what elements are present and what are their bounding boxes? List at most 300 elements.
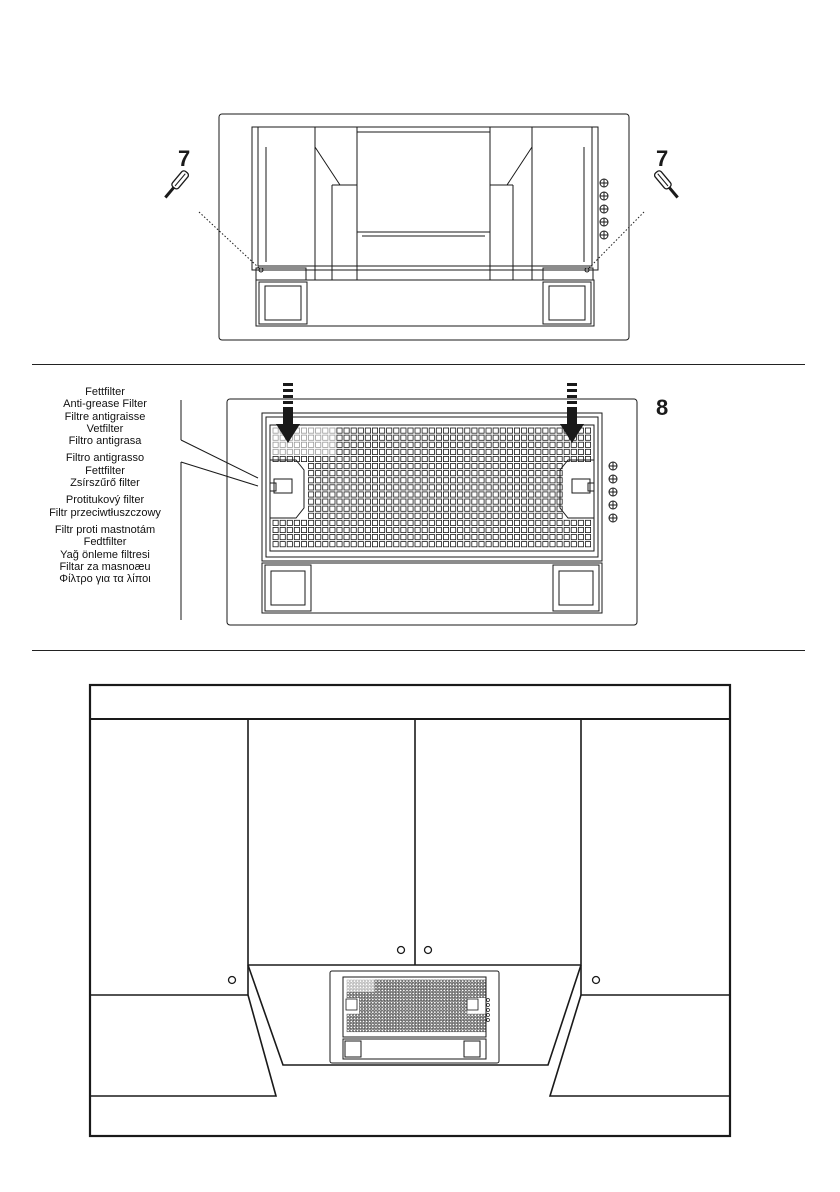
mesh-cell xyxy=(381,1020,383,1022)
mesh-cell xyxy=(353,980,355,982)
mesh-cell xyxy=(465,980,467,982)
mesh-cell xyxy=(425,980,427,982)
mesh-cell xyxy=(437,1027,439,1029)
mesh-cell xyxy=(372,535,377,540)
mesh-cell xyxy=(486,428,491,433)
mesh-cell xyxy=(363,1008,365,1010)
mesh-cell xyxy=(422,535,427,540)
mesh-cell xyxy=(369,999,371,1001)
mesh-cell xyxy=(356,1014,358,1016)
mesh-cell xyxy=(436,527,441,532)
mesh-cell xyxy=(471,1023,473,1025)
mesh-cell xyxy=(458,478,463,483)
mesh-cell xyxy=(330,442,335,447)
mesh-cell xyxy=(309,535,314,540)
mesh-cell xyxy=(477,989,479,991)
mesh-cell xyxy=(316,520,321,525)
mesh-cell xyxy=(500,464,505,469)
mesh-cell xyxy=(578,535,583,540)
mesh-cell xyxy=(323,506,328,511)
mesh-cell xyxy=(418,980,420,982)
mesh-cell xyxy=(397,999,399,1001)
mesh-cell xyxy=(486,492,491,497)
mesh-cell xyxy=(351,456,356,461)
mesh-cell xyxy=(422,506,427,511)
mesh-cell xyxy=(409,980,411,982)
mesh-cell xyxy=(350,1030,352,1032)
mesh-cell xyxy=(301,428,306,433)
mesh-cell xyxy=(415,478,420,483)
mesh-cell xyxy=(429,464,434,469)
mesh-cell xyxy=(415,989,417,991)
mesh-cell xyxy=(477,986,479,988)
mesh-cell xyxy=(428,1005,430,1007)
mesh-cell xyxy=(486,435,491,440)
mesh-cell xyxy=(440,986,442,988)
mesh-cell xyxy=(394,471,399,476)
mesh-cell xyxy=(458,492,463,497)
mesh-cell xyxy=(477,1023,479,1025)
mesh-cell xyxy=(459,996,461,998)
mesh-cell xyxy=(347,1030,349,1032)
mesh-cell xyxy=(384,1023,386,1025)
mesh-cell xyxy=(344,499,349,504)
mesh-cell xyxy=(366,986,368,988)
mesh-cell xyxy=(585,527,590,532)
mesh-cell xyxy=(384,999,386,1001)
mesh-cell xyxy=(557,542,562,547)
mesh-cell xyxy=(372,980,374,982)
mesh-cell xyxy=(409,1023,411,1025)
mesh-cell xyxy=(401,527,406,532)
mesh-cell xyxy=(412,1027,414,1029)
mesh-cell xyxy=(365,449,370,454)
mesh-cell xyxy=(344,542,349,547)
mesh-cell xyxy=(406,1027,408,1029)
mesh-cell xyxy=(465,542,470,547)
mesh-cell xyxy=(507,506,512,511)
mesh-cell xyxy=(493,471,498,476)
mesh-cell xyxy=(431,980,433,982)
mesh-cell xyxy=(425,1011,427,1013)
mesh-cell xyxy=(397,1017,399,1019)
mesh-cell xyxy=(428,1011,430,1013)
mesh-cell xyxy=(351,542,356,547)
filter-label: Filtro antigrasso xyxy=(65,452,145,465)
mesh-cell xyxy=(486,471,491,476)
filter-label: Fettfilter xyxy=(85,386,125,398)
mesh-cell xyxy=(451,478,456,483)
mesh-cell xyxy=(358,499,363,504)
mesh-cell xyxy=(363,1027,365,1029)
mesh-cell xyxy=(465,986,467,988)
mesh-cell xyxy=(443,989,445,991)
mesh-cell xyxy=(394,492,399,497)
mesh-cell xyxy=(486,485,491,490)
mesh-cell xyxy=(337,471,342,476)
mesh-cell xyxy=(330,506,335,511)
mesh-cell xyxy=(380,499,385,504)
mesh-cell xyxy=(465,1011,467,1013)
mesh-cell xyxy=(323,442,328,447)
mesh-cell xyxy=(465,449,470,454)
mesh-cell xyxy=(459,1011,461,1013)
mesh-cell xyxy=(462,983,464,985)
mesh-cell xyxy=(415,535,420,540)
mesh-cell xyxy=(408,506,413,511)
mesh-cell xyxy=(387,1008,389,1010)
mesh-cell xyxy=(550,478,555,483)
mesh-cell xyxy=(480,1023,482,1025)
mesh-cell xyxy=(585,435,590,440)
mesh-cell xyxy=(578,520,583,525)
mesh-cell xyxy=(507,485,512,490)
mesh-cell xyxy=(472,471,477,476)
mesh-cell xyxy=(462,1030,464,1032)
mesh-cell xyxy=(337,442,342,447)
mesh-cell xyxy=(412,1014,414,1016)
mesh-cell xyxy=(358,492,363,497)
mesh-cell xyxy=(403,1005,405,1007)
mesh-cell xyxy=(500,499,505,504)
mesh-cell xyxy=(500,535,505,540)
mesh-cell xyxy=(387,1011,389,1013)
mesh-cell xyxy=(422,520,427,525)
mesh-cell xyxy=(428,1023,430,1025)
mesh-cell xyxy=(351,520,356,525)
mesh-cell xyxy=(394,449,399,454)
mesh-cell xyxy=(421,1008,423,1010)
mesh-cell xyxy=(394,478,399,483)
mesh-cell xyxy=(536,442,541,447)
kitchen-frame xyxy=(90,685,730,1136)
mesh-cell xyxy=(452,1020,454,1022)
mesh-cell xyxy=(443,478,448,483)
mesh-cell xyxy=(394,980,396,982)
mesh-cell xyxy=(409,1017,411,1019)
mesh-cell xyxy=(397,1027,399,1029)
mesh-cell xyxy=(543,478,548,483)
mesh-cell xyxy=(543,513,548,518)
mesh-cell xyxy=(431,996,433,998)
mesh-cell xyxy=(529,464,534,469)
mesh-cell xyxy=(287,442,292,447)
mesh-cell xyxy=(418,1002,420,1004)
mesh-cell xyxy=(323,464,328,469)
mesh-cell xyxy=(459,983,461,985)
mesh-cell xyxy=(390,1023,392,1025)
mesh-cell xyxy=(380,492,385,497)
mesh-cell xyxy=(359,992,361,994)
mesh-cell xyxy=(443,449,448,454)
mesh-cell xyxy=(446,983,448,985)
mesh-cell xyxy=(409,1020,411,1022)
mesh-cell xyxy=(429,471,434,476)
mesh-cell xyxy=(452,996,454,998)
mesh-cell xyxy=(309,435,314,440)
mesh-cell xyxy=(443,1008,445,1010)
mesh-cell xyxy=(347,983,349,985)
mesh-cell xyxy=(440,1023,442,1025)
mesh-cell xyxy=(418,992,420,994)
figure-7-hood-underside xyxy=(219,114,629,340)
mesh-cell xyxy=(406,1008,408,1010)
mesh-cell xyxy=(358,542,363,547)
mesh-cell xyxy=(462,986,464,988)
mesh-cell xyxy=(369,980,371,982)
mesh-cell xyxy=(378,989,380,991)
mesh-cell xyxy=(344,471,349,476)
mesh-cell xyxy=(366,1005,368,1007)
mesh-cell xyxy=(394,499,399,504)
mesh-cell xyxy=(350,996,352,998)
mesh-cell xyxy=(425,1027,427,1029)
mesh-cell xyxy=(381,1008,383,1010)
mesh-cell xyxy=(415,999,417,1001)
mesh-cell xyxy=(397,992,399,994)
mesh-cell xyxy=(390,1008,392,1010)
mesh-cell xyxy=(429,513,434,518)
mesh-cell xyxy=(522,499,527,504)
mesh-cell xyxy=(366,1008,368,1010)
mesh-cell xyxy=(440,983,442,985)
mesh-cell xyxy=(366,1002,368,1004)
mesh-cell xyxy=(472,542,477,547)
mesh-cell xyxy=(465,492,470,497)
kitchen-installation-view xyxy=(90,685,730,1136)
mesh-cell xyxy=(351,535,356,540)
mesh-cell xyxy=(375,983,377,985)
mesh-cell xyxy=(550,542,555,547)
mesh-cell xyxy=(358,513,363,518)
mesh-cell xyxy=(344,435,349,440)
mesh-cell xyxy=(462,992,464,994)
mesh-cell xyxy=(372,520,377,525)
mesh-cell xyxy=(372,1023,374,1025)
mesh-cell xyxy=(507,428,512,433)
mesh-cell xyxy=(536,542,541,547)
mesh-cell xyxy=(412,1017,414,1019)
mesh-cell xyxy=(536,435,541,440)
mesh-cell xyxy=(337,485,342,490)
mesh-cell xyxy=(443,1027,445,1029)
mesh-cell xyxy=(479,428,484,433)
mesh-cell xyxy=(381,1011,383,1013)
mesh-cell xyxy=(479,520,484,525)
mesh-cell xyxy=(372,999,374,1001)
mesh-cell xyxy=(421,980,423,982)
mesh-cell xyxy=(422,449,427,454)
mesh-cell xyxy=(400,1027,402,1029)
mesh-cell xyxy=(387,485,392,490)
mesh-cell xyxy=(403,1014,405,1016)
mesh-cell xyxy=(397,1011,399,1013)
mesh-cell xyxy=(443,428,448,433)
mesh-cell xyxy=(372,1008,374,1010)
mesh-cell xyxy=(456,996,458,998)
mesh-cell xyxy=(480,1017,482,1019)
mesh-cell xyxy=(500,542,505,547)
mesh-cell xyxy=(443,456,448,461)
mesh-cell xyxy=(380,520,385,525)
mesh-cell xyxy=(375,1008,377,1010)
mesh-cell xyxy=(472,506,477,511)
mesh-cell xyxy=(465,1017,467,1019)
mesh-cell xyxy=(408,485,413,490)
mesh-cell xyxy=(381,999,383,1001)
mesh-cell xyxy=(394,989,396,991)
mesh-cell xyxy=(356,986,358,988)
mesh-cell xyxy=(472,513,477,518)
mesh-cell xyxy=(436,428,441,433)
mesh-cell xyxy=(458,485,463,490)
mesh-cell xyxy=(422,527,427,532)
section-divider xyxy=(32,650,805,651)
mesh-cell xyxy=(529,471,534,476)
mesh-cell xyxy=(472,535,477,540)
mesh-cell xyxy=(431,986,433,988)
mesh-cell xyxy=(507,535,512,540)
mesh-cell xyxy=(408,471,413,476)
mesh-cell xyxy=(446,986,448,988)
mesh-cell xyxy=(578,542,583,547)
mesh-cell xyxy=(585,535,590,540)
mesh-cell xyxy=(372,1002,374,1004)
mesh-cell xyxy=(468,980,470,982)
mesh-cell xyxy=(479,456,484,461)
mesh-cell xyxy=(337,428,342,433)
mesh-cell xyxy=(409,999,411,1001)
mesh-cell xyxy=(564,527,569,532)
mesh-cell xyxy=(486,464,491,469)
mesh-cell xyxy=(347,989,349,991)
mesh-cell xyxy=(493,442,498,447)
mesh-cell xyxy=(412,989,414,991)
mesh-cell xyxy=(380,471,385,476)
mesh-cell xyxy=(456,1011,458,1013)
mesh-cell xyxy=(522,435,527,440)
mesh-cell xyxy=(431,999,433,1001)
mesh-cell xyxy=(337,435,342,440)
mesh-cell xyxy=(330,535,335,540)
mesh-cell xyxy=(480,986,482,988)
mesh-cell xyxy=(514,478,519,483)
mesh-cell xyxy=(452,1008,454,1010)
mesh-cell xyxy=(446,1020,448,1022)
mesh-cell xyxy=(316,506,321,511)
mesh-cell xyxy=(409,986,411,988)
mesh-cell xyxy=(471,1030,473,1032)
mesh-cell xyxy=(372,449,377,454)
mesh-cell xyxy=(474,1023,476,1025)
mesh-cell xyxy=(462,1002,464,1004)
mesh-cell xyxy=(428,996,430,998)
mesh-cell xyxy=(394,506,399,511)
mesh-cell xyxy=(459,1005,461,1007)
mesh-cell xyxy=(486,542,491,547)
mesh-cell xyxy=(415,1005,417,1007)
mesh-cell xyxy=(465,983,467,985)
mesh-cell xyxy=(465,499,470,504)
mesh-cell xyxy=(363,989,365,991)
mesh-cell xyxy=(323,435,328,440)
mesh-cell xyxy=(477,992,479,994)
mesh-cell xyxy=(449,1011,451,1013)
filter-label: Filtar za masnoæu xyxy=(59,560,151,573)
mesh-cell xyxy=(522,513,527,518)
mesh-cell xyxy=(415,983,417,985)
mesh-cell xyxy=(543,485,548,490)
mesh-cell xyxy=(394,1008,396,1010)
mesh-cell xyxy=(514,471,519,476)
mesh-cell xyxy=(384,1027,386,1029)
mesh-cell xyxy=(543,428,548,433)
mesh-cell xyxy=(440,999,442,1001)
mesh-cell xyxy=(437,1014,439,1016)
mesh-cell xyxy=(397,996,399,998)
mesh-cell xyxy=(536,513,541,518)
screwdriver-icon xyxy=(162,170,263,272)
mesh-cell xyxy=(472,478,477,483)
mesh-cell xyxy=(471,983,473,985)
mesh-cell xyxy=(366,1011,368,1013)
mesh-cell xyxy=(493,527,498,532)
mesh-cell xyxy=(429,499,434,504)
mesh-cell xyxy=(550,456,555,461)
mesh-cell xyxy=(365,513,370,518)
mesh-cell xyxy=(415,499,420,504)
mesh-cell xyxy=(378,992,380,994)
mesh-cell xyxy=(380,485,385,490)
mesh-cell xyxy=(369,1011,371,1013)
mesh-cell xyxy=(358,535,363,540)
mesh-cell xyxy=(337,520,342,525)
mesh-cell xyxy=(425,989,427,991)
mesh-cell xyxy=(456,1030,458,1032)
mesh-cell xyxy=(529,535,534,540)
mesh-cell xyxy=(446,1014,448,1016)
mesh-cell xyxy=(458,513,463,518)
mesh-cell xyxy=(483,983,485,985)
mesh-cell xyxy=(493,456,498,461)
mesh-cell xyxy=(462,1008,464,1010)
mesh-cell xyxy=(408,520,413,525)
mesh-cell xyxy=(408,449,413,454)
mesh-cell xyxy=(422,435,427,440)
mesh-cell xyxy=(415,456,420,461)
mesh-cell xyxy=(458,464,463,469)
mesh-cell xyxy=(390,986,392,988)
mesh-cell xyxy=(408,478,413,483)
mesh-cell xyxy=(394,513,399,518)
mesh-cell xyxy=(394,442,399,447)
mesh-cell xyxy=(446,992,448,994)
mesh-cell xyxy=(459,980,461,982)
mesh-cell xyxy=(372,513,377,518)
mesh-cell xyxy=(365,520,370,525)
mesh-cell xyxy=(458,456,463,461)
mesh-cell xyxy=(337,527,342,532)
mesh-cell xyxy=(443,983,445,985)
mesh-cell xyxy=(406,1005,408,1007)
mesh-cell xyxy=(452,992,454,994)
mesh-cell xyxy=(394,464,399,469)
mesh-cell xyxy=(493,449,498,454)
mesh-cell xyxy=(412,983,414,985)
mesh-cell xyxy=(578,449,583,454)
mesh-cell xyxy=(437,992,439,994)
mesh-cell xyxy=(330,520,335,525)
